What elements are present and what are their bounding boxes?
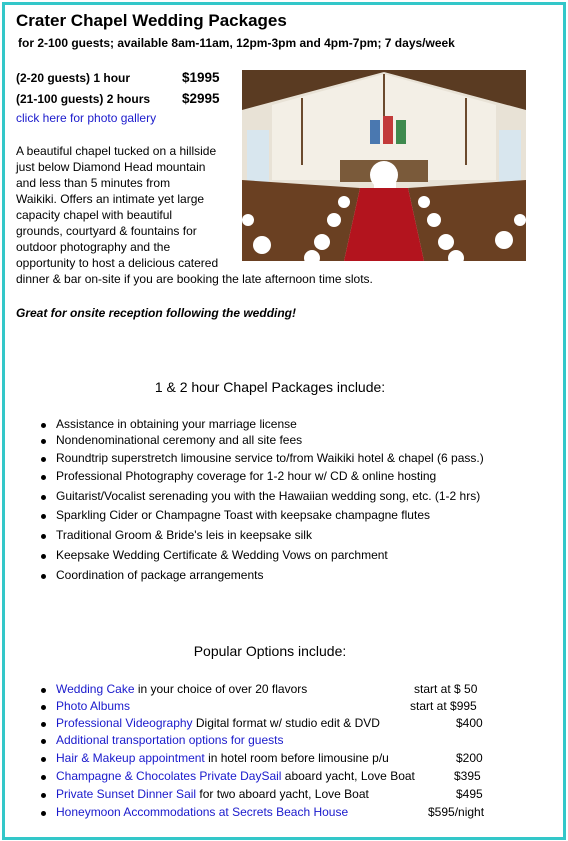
option-text: aboard yacht, Love Boat (281, 769, 415, 783)
option-link[interactable]: Champagne & Chocolates Private DaySail (56, 769, 282, 783)
list-item: Sparkling Cider or Champagne Toast with keepsake champagne flutes (38, 508, 484, 528)
option-price: start at $995 (410, 699, 477, 713)
photo-gallery-link[interactable]: click here for photo gallery (16, 111, 157, 125)
option-price: $395 (454, 769, 481, 783)
list-item: Professional Photography coverage for 1-2 hour w/ CD & online hosting (38, 469, 484, 489)
option-item (38, 787, 415, 805)
includes-list (38, 417, 484, 588)
option-text: in your choice of over 20 flavors (134, 682, 308, 696)
option-link[interactable]: Photo Albums (56, 699, 131, 713)
options-heading: Popular Options include: (193, 643, 347, 659)
package-label: (21-100 guests) 2 hours (16, 92, 151, 106)
option-item (38, 805, 415, 823)
list-item: Keepsake Wedding Certificate & Wedding Vows on parchment (38, 548, 484, 568)
package-label: (2-20 guests) 1 hour (16, 71, 131, 85)
description-line: outdoor photography and the (16, 240, 171, 254)
includes-heading: 1 & 2 hour Chapel Packages include: (154, 379, 386, 395)
option-item (38, 716, 415, 733)
option-item (38, 733, 415, 751)
page-subtitle: for 2-100 guests; available 8am-11am, 12pm-3pm and 4pm-7pm; 7 days/week (18, 36, 455, 50)
package-price: $1995 (182, 70, 220, 85)
option-price: $400 (456, 716, 483, 730)
description-line: opportunity to host a delicious catered (16, 256, 219, 270)
option-item (38, 699, 415, 716)
option-link[interactable]: Wedding Cake (56, 682, 135, 696)
option-item (38, 751, 415, 769)
package-row-2 (16, 91, 220, 106)
list-item: Coordination of package arrangements (38, 568, 484, 588)
option-link[interactable]: Honeymoon Accommodations at Secrets Beach House (56, 805, 349, 819)
list-item: Traditional Groom & Bride's leis in keepsake silk (38, 528, 484, 548)
list-item: Nondenominational ceremony and all site fees (38, 433, 484, 451)
description-line: dinner & bar on-site if you are booking the late afternoon time slots. (16, 272, 373, 286)
list-item: Assistance in obtaining your marriage license (38, 417, 484, 433)
list-item: Roundtrip superstretch limousine service to/from Waikiki hotel & chapel (6 pass.) (38, 451, 484, 469)
option-price: $495 (456, 787, 483, 801)
option-text: Digital format w/ studio edit & DVD (192, 716, 380, 730)
description-line: and less than 5 minutes from (16, 176, 171, 190)
package-price: $2995 (182, 91, 220, 106)
option-link[interactable]: Professional Videography (56, 716, 193, 730)
option-price: $200 (456, 751, 483, 765)
option-item (38, 769, 415, 787)
description-line: A beautiful chapel tucked on a hillside (16, 144, 217, 158)
package-row-1 (16, 70, 220, 85)
description-line: capacity chapel with beautiful (16, 208, 173, 222)
chapel-photo (242, 70, 526, 261)
option-text: in hotel room before limousine p/u (204, 751, 389, 765)
reception-tagline: Great for onsite reception following the wedding! (16, 306, 297, 320)
option-link[interactable]: Hair & Makeup appointment (56, 751, 205, 765)
option-text: for two aboard yacht, Love Boat (196, 787, 369, 801)
options-list (38, 682, 415, 823)
option-link[interactable]: Private Sunset Dinner Sail (56, 787, 197, 801)
option-link[interactable]: Additional transportation options for guests (56, 733, 284, 747)
description-line: just below Diamond Head mountain (16, 160, 206, 174)
option-item (38, 682, 415, 699)
option-price: start at $ 50 (414, 682, 478, 696)
description-line: grounds, courtyard & fountains for (16, 224, 197, 238)
option-price: $595/night (428, 805, 485, 819)
description-line: Waikiki. Offers an intimate yet large (16, 192, 205, 206)
page-title: Crater Chapel Wedding Packages (16, 11, 287, 30)
list-item: Guitarist/Vocalist serenading you with the Hawaiian wedding song, etc. (1-2 hrs) (38, 489, 484, 508)
